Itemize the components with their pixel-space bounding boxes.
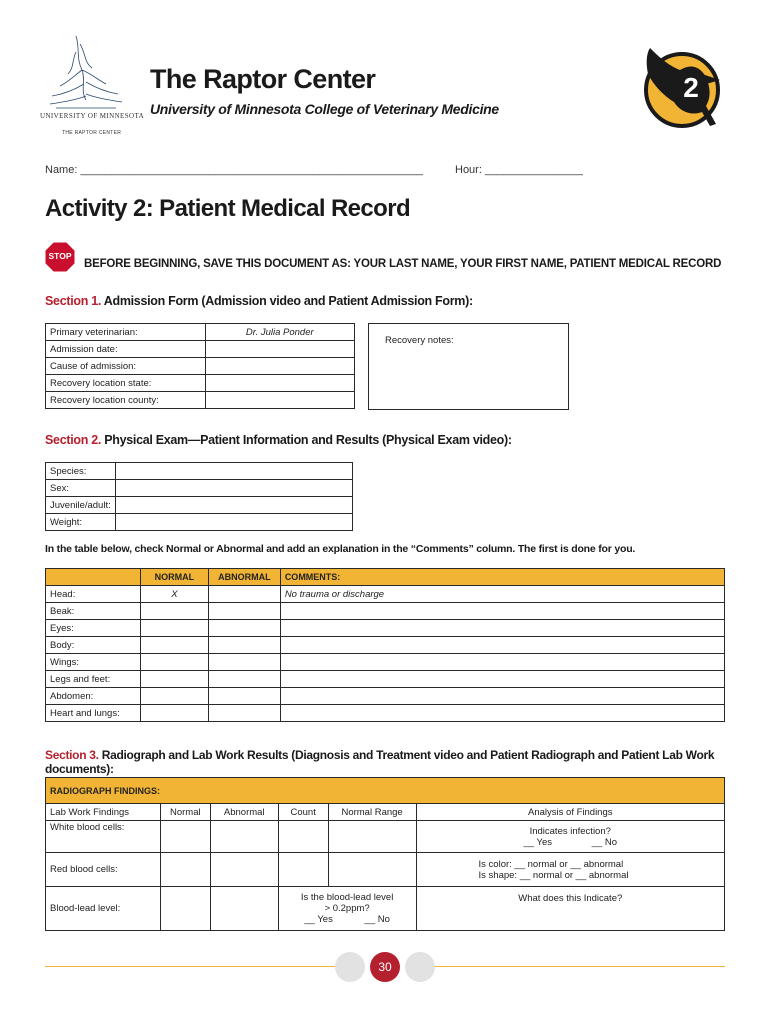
admission-value[interactable] bbox=[205, 341, 354, 358]
exam-header-normal: NORMAL bbox=[140, 569, 208, 586]
hour-field[interactable]: Hour: ________________ bbox=[455, 164, 583, 176]
exam-normal-cell[interactable]: X bbox=[140, 586, 208, 603]
lab-col-findings: Lab Work Findings bbox=[46, 804, 161, 821]
red-shape-option[interactable]: Is shape: __ normal or __ abnormal bbox=[478, 869, 629, 881]
exam-normal-cell[interactable] bbox=[140, 688, 208, 705]
admission-value[interactable] bbox=[205, 358, 354, 375]
lead-abnormal-cell[interactable] bbox=[210, 887, 278, 931]
table-row bbox=[46, 463, 353, 480]
exam-normal-cell[interactable] bbox=[140, 637, 208, 654]
patient-info-table bbox=[45, 462, 353, 531]
admission-value[interactable]: Dr. Julia Ponder bbox=[205, 324, 354, 341]
exam-label: Wings: bbox=[46, 654, 141, 671]
patient-info-label: Juvenile/adult: bbox=[46, 497, 116, 514]
exam-abnormal-cell[interactable] bbox=[208, 705, 280, 722]
section-1-title: Admission Form (Admission video and Patient Admission Form): bbox=[101, 294, 473, 308]
footer-rule-left bbox=[45, 966, 345, 967]
table-row bbox=[46, 603, 725, 620]
exam-abnormal-cell[interactable] bbox=[208, 688, 280, 705]
lead-normal-cell[interactable] bbox=[160, 887, 210, 931]
exam-comment-cell[interactable] bbox=[280, 654, 724, 671]
section-1-heading bbox=[45, 294, 473, 308]
table-row bbox=[46, 637, 725, 654]
patient-info-value[interactable] bbox=[115, 463, 352, 480]
physical-exam-table bbox=[45, 568, 725, 722]
exam-comment-cell[interactable] bbox=[280, 603, 724, 620]
exam-abnormal-cell[interactable] bbox=[208, 603, 280, 620]
lead-analysis-cell[interactable]: What does this Indicate? bbox=[416, 887, 724, 931]
exam-abnormal-cell[interactable] bbox=[208, 637, 280, 654]
save-instruction: BEFORE BEGINNING, SAVE THIS DOCUMENT AS: YOUR LAST NAME, YOUR FIRST NAME, PATIENT MEDICAL RECORD bbox=[84, 258, 722, 270]
patient-info-value[interactable] bbox=[115, 480, 352, 497]
exam-normal-cell[interactable] bbox=[140, 671, 208, 688]
table-row bbox=[46, 392, 355, 409]
lab-col-range: Normal Range bbox=[328, 804, 416, 821]
lab-col-abnormal: Abnormal bbox=[210, 804, 278, 821]
lead-no[interactable]: __ No bbox=[364, 914, 390, 925]
exam-normal-cell[interactable] bbox=[140, 654, 208, 671]
admission-label: Recovery location county: bbox=[46, 392, 206, 409]
white-count-cell[interactable] bbox=[278, 821, 328, 853]
exam-label: Beak: bbox=[46, 603, 141, 620]
patient-info-label: Species: bbox=[46, 463, 116, 480]
lab-work-table bbox=[45, 777, 725, 931]
red-analysis-cell[interactable] bbox=[416, 853, 724, 887]
activity-badge bbox=[640, 40, 730, 132]
section-3-heading bbox=[45, 748, 770, 776]
lab-header-row bbox=[46, 804, 725, 821]
table-row bbox=[46, 671, 725, 688]
red-range-cell[interactable] bbox=[328, 853, 416, 887]
white-normal-cell[interactable] bbox=[160, 821, 210, 853]
exam-comment-cell[interactable] bbox=[280, 620, 724, 637]
lead-yes[interactable]: __ Yes bbox=[304, 914, 333, 925]
university-logo bbox=[40, 34, 145, 138]
table-row bbox=[46, 375, 355, 392]
admission-label: Cause of admission: bbox=[46, 358, 206, 375]
red-color-option[interactable]: Is color: __ normal or __ abnormal bbox=[478, 858, 624, 870]
stop-sign-text: STOP bbox=[48, 251, 72, 261]
patient-info-label: Sex: bbox=[46, 480, 116, 497]
table-row bbox=[46, 887, 725, 931]
footer-circle-left bbox=[335, 952, 365, 982]
table-row bbox=[46, 620, 725, 637]
table-row bbox=[46, 480, 353, 497]
section-3-title: Radiograph and Lab Work Results (Diagnosis and Treatment video and Patient Radiograph and Patient Lab Work documents): bbox=[45, 748, 715, 776]
exam-instructions: In the table below, check Normal or Abnormal and add an explanation in the “Comments” column. The first is done for you. bbox=[45, 543, 636, 555]
blood-lead-label: Blood-lead level: bbox=[46, 887, 161, 931]
exam-comment-cell[interactable]: No trauma or discharge bbox=[280, 586, 724, 603]
exam-header-abnormal: ABNORMAL bbox=[208, 569, 280, 586]
exam-comment-cell[interactable] bbox=[280, 671, 724, 688]
exam-header-row bbox=[46, 569, 725, 586]
table-row bbox=[46, 821, 725, 853]
admission-label: Primary veterinarian: bbox=[46, 324, 206, 341]
admission-label: Admission date: bbox=[46, 341, 206, 358]
exam-label: Abdomen: bbox=[46, 688, 141, 705]
lead-question-1: Is the blood-lead level bbox=[300, 892, 394, 903]
white-analysis-cell[interactable] bbox=[416, 821, 724, 853]
page-subtitle: University of Minnesota College of Veterinary Medicine bbox=[150, 101, 499, 117]
admission-table bbox=[45, 323, 355, 409]
exam-normal-cell[interactable] bbox=[140, 603, 208, 620]
red-count-cell[interactable] bbox=[278, 853, 328, 887]
patient-info-label: Weight: bbox=[46, 514, 116, 531]
lead-question-cell[interactable] bbox=[278, 887, 416, 931]
exam-normal-cell[interactable] bbox=[140, 705, 208, 722]
exam-label: Body: bbox=[46, 637, 141, 654]
infection-options bbox=[421, 837, 720, 848]
section-3-number: Section 3. bbox=[45, 748, 99, 762]
section-2-title: Physical Exam—Patient Information and Results (Physical Exam video): bbox=[101, 433, 512, 447]
white-blood-label: White blood cells: bbox=[46, 821, 161, 853]
admission-value[interactable] bbox=[205, 392, 354, 409]
tree-logo-icon bbox=[46, 34, 126, 112]
table-row bbox=[46, 688, 725, 705]
exam-header-comments: COMMENTS: bbox=[280, 569, 724, 586]
recovery-notes-label: Recovery notes: bbox=[385, 335, 454, 346]
table-row bbox=[46, 358, 355, 375]
admission-label: Recovery location state: bbox=[46, 375, 206, 392]
stop-sign-icon bbox=[44, 241, 76, 273]
exam-normal-cell[interactable] bbox=[140, 620, 208, 637]
table-row bbox=[46, 324, 355, 341]
exam-abnormal-cell[interactable] bbox=[208, 586, 280, 603]
admission-value[interactable] bbox=[205, 375, 354, 392]
exam-abnormal-cell[interactable] bbox=[208, 671, 280, 688]
table-row bbox=[46, 853, 725, 887]
footer-circle-right bbox=[405, 952, 435, 982]
exam-abnormal-cell[interactable] bbox=[208, 620, 280, 637]
lab-col-analysis: Analysis of Findings bbox=[416, 804, 724, 821]
infection-question: Indicates infection? bbox=[529, 825, 611, 837]
table-row bbox=[46, 654, 725, 671]
page-title: The Raptor Center bbox=[150, 64, 376, 94]
table-row bbox=[46, 514, 353, 531]
patient-info-value[interactable] bbox=[115, 497, 352, 514]
exam-comment-cell[interactable] bbox=[280, 637, 724, 654]
logo-center-text: THE RAPTOR CENTER bbox=[62, 130, 122, 136]
white-abnormal-cell[interactable] bbox=[210, 821, 278, 853]
exam-label: Legs and feet: bbox=[46, 671, 141, 688]
exam-header-blank bbox=[46, 569, 141, 586]
name-field[interactable]: Name: ________________________________________________________ bbox=[45, 164, 424, 176]
infection-yes[interactable]: __ Yes bbox=[523, 836, 553, 848]
lab-col-count: Count bbox=[278, 804, 328, 821]
page-number: 30 bbox=[370, 952, 400, 982]
radiograph-findings-label[interactable]: RADIOGRAPH FINDINGS: bbox=[46, 778, 725, 804]
section-2-number: Section 2. bbox=[45, 433, 102, 447]
red-normal-cell[interactable] bbox=[160, 853, 210, 887]
exam-comment-cell[interactable] bbox=[280, 705, 724, 722]
exam-abnormal-cell[interactable] bbox=[208, 654, 280, 671]
badge-number: 2 bbox=[683, 72, 699, 103]
red-abnormal-cell[interactable] bbox=[210, 853, 278, 887]
table-row bbox=[46, 705, 725, 722]
exam-comment-cell[interactable] bbox=[280, 688, 724, 705]
exam-label: Eyes: bbox=[46, 620, 141, 637]
activity-title: Activity 2: Patient Medical Record bbox=[45, 195, 411, 222]
table-row bbox=[46, 497, 353, 514]
patient-info-value[interactable] bbox=[115, 514, 352, 531]
recovery-notes-box[interactable] bbox=[368, 323, 569, 410]
table-row bbox=[46, 341, 355, 358]
lab-col-normal: Normal bbox=[160, 804, 210, 821]
section-2-heading bbox=[45, 433, 512, 447]
table-row bbox=[46, 586, 725, 603]
red-blood-label: Red blood cells: bbox=[46, 853, 161, 887]
footer-rule-right bbox=[430, 966, 725, 967]
section-1-number: Section 1. bbox=[45, 294, 102, 308]
exam-label: Heart and lungs: bbox=[46, 705, 141, 722]
white-range-cell[interactable] bbox=[328, 821, 416, 853]
radiograph-row bbox=[46, 778, 725, 804]
infection-no[interactable]: __ No bbox=[591, 836, 617, 848]
lead-options bbox=[283, 914, 412, 925]
lead-question-2: > 0.2ppm? bbox=[324, 903, 370, 914]
logo-university-text: UNIVERSITY OF MINNESOTA bbox=[40, 112, 145, 120]
exam-label: Head: bbox=[46, 586, 141, 603]
